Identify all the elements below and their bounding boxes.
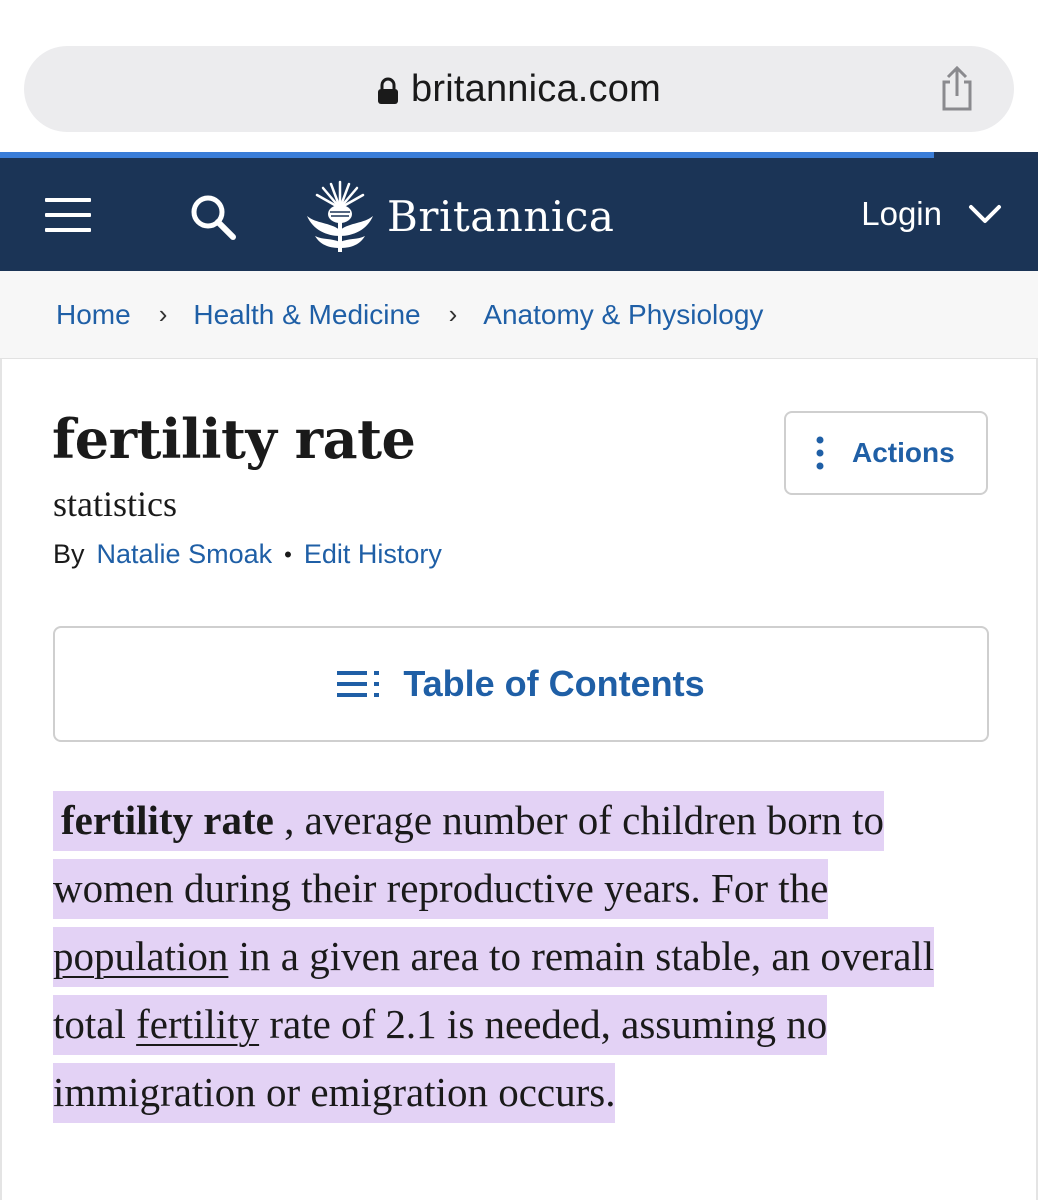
byline-separator: • [284,541,292,567]
breadcrumb-anatomy-physiology[interactable]: Anatomy & Physiology [483,298,764,330]
chevron-down-icon [968,203,1002,225]
browser-chrome [0,0,1038,153]
fertility-link[interactable]: fertility [136,1001,260,1047]
kebab-menu-icon [814,436,826,470]
britannica-logo[interactable] [303,176,614,256]
address-bar[interactable] [24,46,1014,132]
url-text: britannica.com [411,67,661,110]
search-icon[interactable] [188,192,238,242]
byline [53,539,442,570]
edit-history-link[interactable]: Edit History [303,539,442,569]
table-of-contents-button[interactable] [53,626,989,742]
login-button[interactable] [861,188,1002,240]
breadcrumb [0,271,1038,359]
breadcrumb-health-medicine[interactable]: Health & Medicine [193,298,421,330]
actions-label: Actions [852,437,955,468]
menu-icon[interactable] [45,198,91,232]
paragraph-text: in a given area to remain stable, an overall total [53,933,935,1047]
thistle-logo-icon [303,178,377,254]
byline-prefix: By [53,539,85,569]
defined-term: fertility rate [61,797,274,843]
paragraph-text: , average number of children born to women during their reproductive years. For the [53,797,885,911]
site-header [0,158,1038,271]
article-card [0,359,1038,1200]
article-intro-paragraph [53,786,993,1126]
breadcrumb-home[interactable]: Home [56,298,131,330]
login-label: Login [861,195,942,232]
author-link[interactable]: Natalie Smoak [96,539,273,569]
highlighted-text [53,791,934,1123]
breadcrumb-separator: › [158,299,168,329]
paragraph-text: rate of 2.1 is needed, assuming no immigration or emigration occurs. [53,1001,828,1115]
table-of-contents-label: Table of Contents [403,663,705,704]
page-title: fertility rate [52,407,416,471]
population-link[interactable]: population [53,933,229,979]
actions-button[interactable] [784,411,988,495]
breadcrumb-separator: › [448,299,458,329]
list-icon [337,669,383,699]
article-subtitle: statistics [53,484,177,524]
brand-name: Britannica [387,191,615,241]
address-bar-content [24,46,1014,132]
lock-icon [377,77,399,105]
share-icon[interactable] [938,66,976,112]
